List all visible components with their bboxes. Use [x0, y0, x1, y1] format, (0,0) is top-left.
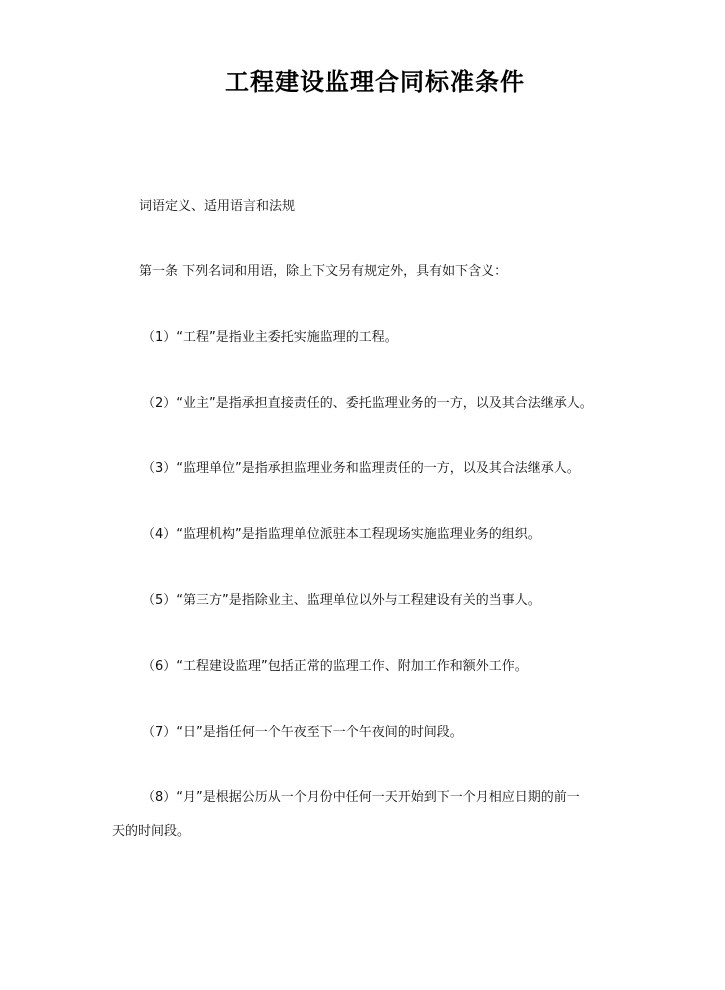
definition-item: （2）“业主”是指承担直接责任的、委托监理业务的一方，以及其合法继承人。 — [142, 396, 593, 411]
definition-item: （8）“月”是根据公历从一个月份中任何一天开始到下一个月相应日期的前一 — [142, 790, 580, 805]
document-title: 工程建设监理合同标准条件 — [225, 67, 525, 96]
definition-item: （5）“第三方”是指除业主、监理单位以外与工程建设有关的当事人。 — [142, 593, 541, 608]
article-intro: 第一条 下列名词和用语，除上下文另有规定外，具有如下含义： — [139, 264, 508, 279]
definition-item: （4）“监理机构”是指监理单位派驻本工程现场实施监理业务的组织。 — [142, 527, 541, 542]
definition-item: （1）“工程”是指业主委托实施监理的工程。 — [142, 330, 398, 345]
definition-item: （6）“工程建设监理”包括正常的监理工作、附加工作和额外工作。 — [142, 659, 528, 674]
definition-item: （3）“监理单位”是指承担监理业务和监理责任的一方，以及其合法继承人。 — [142, 461, 580, 476]
section-heading: 词语定义、适用语言和法规 — [139, 199, 296, 214]
definition-item-continuation: 天的时间段。 — [112, 824, 191, 839]
definition-item: （7）“日”是指任何一个午夜至下一个午夜间的时间段。 — [142, 725, 463, 740]
